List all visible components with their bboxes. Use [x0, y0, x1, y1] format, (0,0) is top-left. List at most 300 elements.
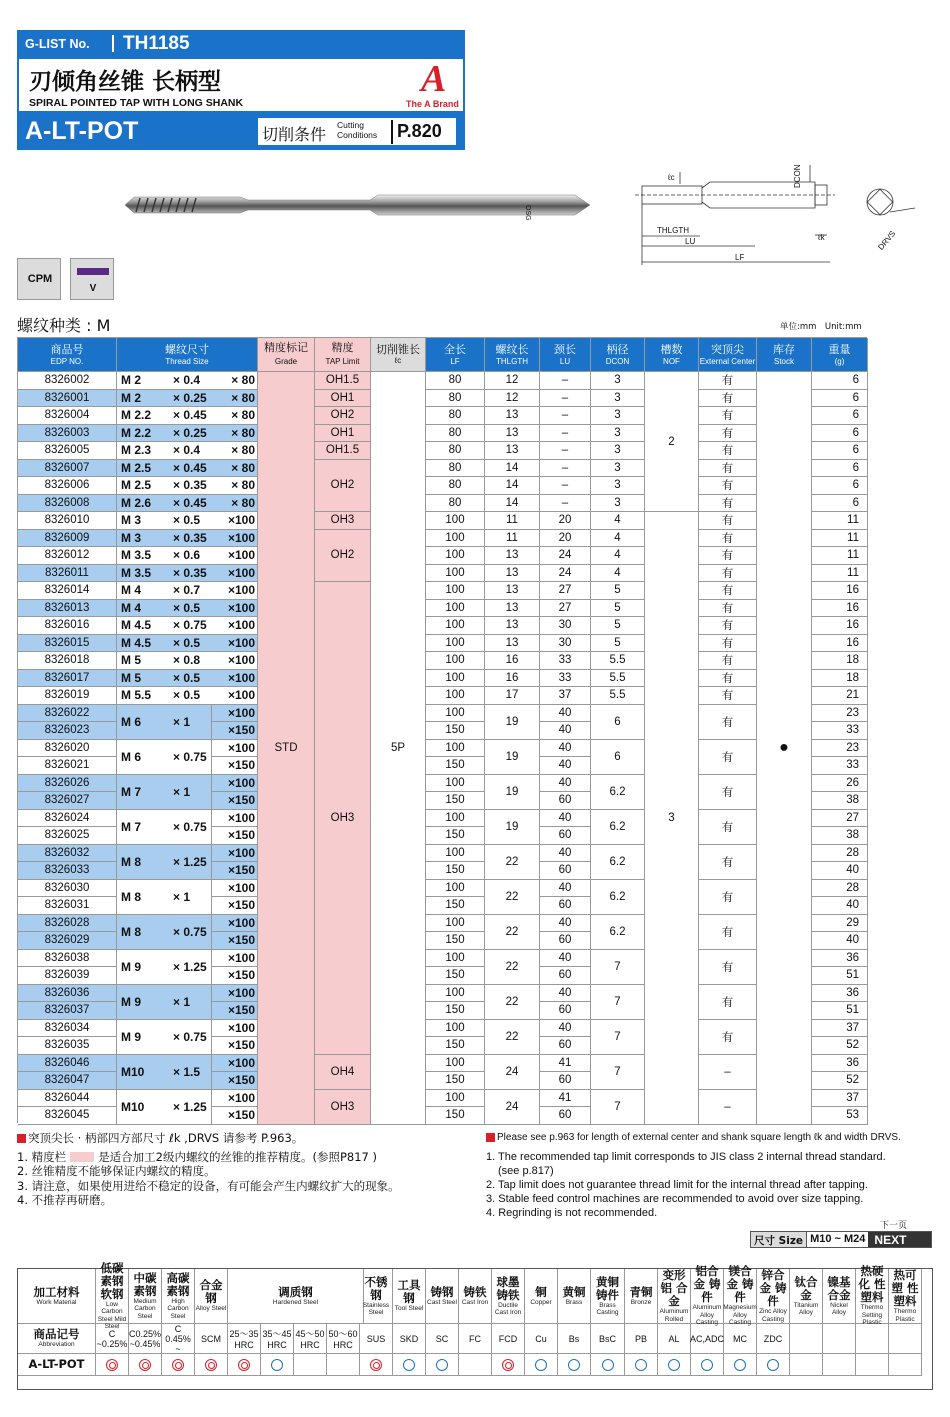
suitability-cell [691, 1354, 724, 1376]
col-header-cn: 颈长 [554, 343, 576, 356]
material-name-en: Medium Carbon Steel [133, 1297, 157, 1320]
material-abbr [327, 1324, 360, 1354]
thread-size-merged [117, 985, 212, 1020]
edp-number: 8326018 [18, 652, 117, 670]
note-en-2: 2. Tap limit does not guarantee thread limit for the internal thread after tapping. [486, 1179, 868, 1191]
tap-limit: OH2 [315, 460, 371, 513]
col-header-cn: 柄径 [606, 343, 629, 356]
label-lc: ℓc [668, 173, 675, 182]
shank-diameter: 5 [591, 635, 645, 653]
next-page-button[interactable] [750, 1231, 932, 1248]
overall-length-suffix: ×150 [212, 932, 258, 950]
thread-length: 19 [485, 705, 540, 740]
overall-length-suffix: ×100 [219, 600, 258, 618]
edp-number: 8326047 [18, 1072, 117, 1090]
weight: 52 [812, 1072, 868, 1090]
note-cn-2: 2. 丝锥精度不能够保证内螺纹的精度。 [17, 1164, 216, 1178]
thread-diameter: M 2.2 [117, 407, 169, 425]
overall-length: 80 [426, 460, 485, 478]
tap-limit: OH1 [315, 390, 371, 408]
material-abbr [96, 1324, 129, 1354]
shank-diameter: 5.5 [591, 687, 645, 705]
neck-length: – [540, 407, 591, 425]
edp-number: 8326013 [18, 600, 117, 618]
v-coating-badge: V [70, 258, 114, 300]
shank-diameter: 4 [591, 512, 645, 530]
overall-length-suffix: × 80 [219, 460, 258, 478]
note-cn-0: 突顶尖长 · 柄部四方部尺寸 ℓk ,DRVS 请参考 P.963。 [17, 1131, 477, 1146]
label-lk: ℓk [818, 233, 825, 242]
overall-length-suffix: ×100 [212, 880, 258, 898]
note-cn-1: 1. 精度栏 是适合加工2级内螺纹的丝锥的推荐精度。(参照P817 ) [17, 1149, 377, 1164]
material-name-en: Aluminum Rolled [659, 1308, 689, 1323]
col-header-en: External Center [699, 356, 756, 366]
note-en-0: Please see p.963 for length of external center and shank square length ℓk and width DRVS. [486, 1131, 936, 1145]
overall-length: 80 [426, 407, 485, 425]
thread-diameter: M 8 [121, 924, 142, 939]
material-abbr-text: SKD [399, 1333, 419, 1344]
edp-number: 8326031 [18, 897, 117, 915]
shank-diameter: 7 [591, 1020, 645, 1055]
col-header [540, 338, 591, 372]
edp-number: 8326020 [18, 740, 117, 758]
suitability-cell [294, 1354, 327, 1376]
edp-number: 8326022 [18, 705, 117, 723]
material-name [823, 1269, 856, 1324]
overall-length: 100 [426, 1055, 485, 1073]
thread-size-merged [117, 1020, 212, 1055]
shank-diameter: 3 [591, 407, 645, 425]
material-name-cn: 黄铜 铸件 [596, 1274, 619, 1302]
material-name-en: Low Carbon Steel Mild Steel [97, 1300, 127, 1330]
note-en-4: 4. Regrinding is not recommended. [486, 1207, 658, 1219]
material-name-en: Nickel Alloy [830, 1301, 848, 1316]
material-abbr-text: BsC [598, 1333, 616, 1344]
overall-length: 100 [426, 845, 485, 863]
weight: 52 [812, 1037, 868, 1055]
edp-number: 8326023 [18, 722, 117, 740]
shank-diameter: 4 [591, 565, 645, 583]
weight: 11 [812, 530, 868, 548]
material-name [558, 1269, 591, 1324]
col-header [315, 338, 371, 372]
shank-diameter: 5.5 [591, 652, 645, 670]
size-label: 尺寸 Size [751, 1232, 807, 1247]
tap-limit: OH2 [315, 407, 371, 425]
overall-length-suffix: ×150 [212, 792, 258, 810]
neck-length: 40 [540, 740, 591, 758]
overall-length-suffix: ×150 [212, 1002, 258, 1020]
neck-length: 60 [540, 1072, 591, 1090]
weight: 37 [812, 1090, 868, 1108]
overall-length: 100 [426, 687, 485, 705]
material-name [459, 1269, 492, 1324]
overall-length: 80 [426, 495, 485, 513]
label-dcon: DCON [793, 164, 802, 188]
col-header [485, 338, 540, 372]
overall-length: 150 [426, 1072, 485, 1090]
material-name-cn: 中碳素钢 [133, 1270, 157, 1298]
external-center: 有 [699, 600, 757, 618]
material-name-en: Brass [565, 1298, 583, 1306]
material-name [195, 1269, 228, 1324]
thread-diameter: M 5 [117, 652, 169, 670]
col-header-cn: 重量 [828, 343, 851, 356]
edp-number: 8326007 [18, 460, 117, 478]
suitability-cell [625, 1354, 658, 1376]
material-abbr [591, 1324, 625, 1354]
overall-length-suffix: × 80 [219, 442, 258, 460]
col-header-cn: 库存 [773, 343, 795, 356]
overall-length-suffix: ×150 [212, 1037, 258, 1055]
hardened-steel-en: Hardened Steel [272, 1298, 319, 1306]
overall-length: 150 [426, 967, 485, 985]
material-name [525, 1269, 558, 1324]
overall-length: 150 [426, 1037, 485, 1055]
neck-length: 27 [540, 582, 591, 600]
neck-length: 24 [540, 547, 591, 565]
thread-diameter: M 8 [121, 889, 142, 904]
material-name-cn: 镍基 合金 [827, 1274, 851, 1302]
neck-length: 60 [540, 967, 591, 985]
thread-pitch: × 1 [173, 994, 191, 1009]
thread-diameter: M 7 [121, 819, 142, 834]
overall-length-suffix: ×150 [212, 862, 258, 880]
external-center: 有 [699, 635, 757, 653]
external-center: 有 [699, 442, 757, 460]
size-range: M10 ~ M24 [807, 1232, 868, 1247]
thread-type: 螺纹种类 : M [17, 316, 111, 335]
weight: 40 [812, 897, 868, 915]
shank-diameter: 3 [591, 442, 645, 460]
col-header-en: DCON [605, 356, 630, 366]
edp-number: 8326009 [18, 530, 117, 548]
material-abbr [691, 1324, 724, 1354]
overall-length-suffix: ×100 [219, 617, 258, 635]
weight: 18 [812, 670, 868, 688]
glist-bar [17, 30, 465, 57]
overall-length: 150 [426, 1002, 485, 1020]
material-abbr [129, 1324, 162, 1354]
material-header-en: Work Material [36, 1298, 77, 1306]
material-name-en: Zinc Alloy Casting [759, 1308, 787, 1323]
col-header [645, 338, 699, 372]
double-circle-icon [370, 1359, 382, 1371]
weight: 11 [812, 512, 868, 530]
thread-diameter: M 5 [117, 670, 169, 688]
weight: 6 [812, 390, 868, 408]
overall-length-suffix: × 80 [219, 477, 258, 495]
note-en-1: 1. The recommended tap limit corresponds to JIS class 2 internal thread standard. (see p.817) [486, 1151, 886, 1177]
edp-number: 8326034 [18, 1020, 117, 1038]
weight: 28 [812, 880, 868, 898]
overall-length: 100 [426, 512, 485, 530]
overall-length: 100 [426, 740, 485, 758]
material-name-en: Tool Steel [394, 1305, 424, 1313]
suitability-cell [129, 1354, 162, 1376]
thread-diameter: M 2.3 [117, 442, 169, 460]
neck-length: 30 [540, 635, 591, 653]
material-abbr [790, 1324, 823, 1354]
material-abbr-text: Cu [535, 1333, 547, 1344]
thread-pitch: × 0.6 [169, 547, 219, 565]
neck-length: 40 [540, 775, 591, 793]
weight: 27 [812, 810, 868, 828]
material-name-cn: 黄铜 [562, 1284, 586, 1299]
neck-length: 20 [540, 530, 591, 548]
overall-length: 80 [426, 425, 485, 443]
overall-length: 150 [426, 757, 485, 775]
neck-length: 60 [540, 1037, 591, 1055]
material-abbr [658, 1324, 691, 1354]
overall-length-suffix: ×150 [212, 897, 258, 915]
thread-length: 11 [485, 530, 540, 548]
overall-length-suffix: ×100 [212, 1090, 258, 1108]
external-center: 有 [699, 845, 757, 880]
col-header [812, 338, 868, 372]
overall-length: 100 [426, 617, 485, 635]
overall-length: 100 [426, 915, 485, 933]
overall-length: 100 [426, 635, 485, 653]
material-name [889, 1269, 922, 1324]
material-abbr [525, 1324, 558, 1354]
neck-length: 60 [540, 827, 591, 845]
overall-length-suffix: ×150 [212, 757, 258, 775]
material-name-en: Aluminum Alloy Casting [692, 1304, 722, 1327]
material-name-cn: 镁合金 铸件 [726, 1264, 754, 1305]
material-name-cn: 低碳素钢 软钢 [100, 1260, 124, 1301]
edp-number: 8326011 [18, 565, 117, 583]
material-name-en: Cast Steel [427, 1298, 457, 1306]
overall-length: 100 [426, 1090, 485, 1108]
thread-length: 22 [485, 985, 540, 1020]
material-abbr-text: 45～50 HRC [295, 1329, 325, 1350]
overall-length-suffix: ×100 [219, 670, 258, 688]
material-name-cn: 青铜 [629, 1284, 653, 1299]
edp-number: 8326037 [18, 1002, 117, 1020]
external-center: – [699, 1055, 757, 1090]
weight: 21 [812, 687, 868, 705]
thread-diameter: M 4 [117, 600, 169, 618]
edp-number: 8326033 [18, 862, 117, 880]
suitability-cell [426, 1354, 459, 1376]
model-name: A-LT-POT [25, 117, 139, 145]
overall-length-suffix: ×100 [212, 810, 258, 828]
neck-length: 37 [540, 687, 591, 705]
thread-diameter: M 2.2 [117, 425, 169, 443]
overall-length-suffix: ×100 [219, 635, 258, 653]
overall-length-suffix: ×100 [212, 845, 258, 863]
thread-diameter: M 3.5 [117, 565, 169, 583]
double-circle-icon [139, 1359, 151, 1371]
suitability-cell [327, 1354, 360, 1376]
external-center: 有 [699, 582, 757, 600]
shank-diameter: 5.5 [591, 670, 645, 688]
overall-length-suffix: ×100 [212, 740, 258, 758]
thread-length: 19 [485, 740, 540, 775]
thread-length: 17 [485, 687, 540, 705]
weight: 40 [812, 862, 868, 880]
material-name-en: Bronze [630, 1298, 652, 1306]
thread-pitch: × 0.7 [169, 582, 219, 600]
overall-length-suffix: ×100 [219, 512, 258, 530]
thread-length: 16 [485, 652, 540, 670]
neck-length: 33 [540, 670, 591, 688]
neck-length: 40 [540, 705, 591, 723]
double-circle-icon [238, 1359, 250, 1371]
external-center: 有 [699, 425, 757, 443]
thread-length: 12 [485, 372, 540, 390]
material-name-en: Alloy Steel [195, 1305, 227, 1313]
cpm-badge: CPM [17, 258, 61, 300]
thread-size-merged [117, 705, 212, 740]
suitability-cell [492, 1354, 525, 1376]
thread-pitch: × 0.45 [169, 407, 219, 425]
neck-length: – [540, 425, 591, 443]
material-name [658, 1269, 691, 1324]
material-abbr-text: C ~0.25% [96, 1328, 128, 1349]
external-center: 有 [699, 495, 757, 513]
edp-number: 8326010 [18, 512, 117, 530]
suitability-cell [261, 1354, 294, 1376]
edp-number: 8326016 [18, 617, 117, 635]
suitability-cell [96, 1354, 129, 1376]
external-center: 有 [699, 512, 757, 530]
weight: 33 [812, 722, 868, 740]
thread-diameter: M 2.5 [117, 460, 169, 478]
dimension-drawing [630, 160, 920, 275]
suitability-cell [162, 1354, 195, 1376]
suitability-cell [393, 1354, 426, 1376]
material-abbr-text: FC [469, 1333, 481, 1344]
material-abbr-text: ZDC [763, 1333, 783, 1344]
tap-limit: OH1.5 [315, 442, 371, 460]
material-abbr-text: AL [668, 1333, 680, 1344]
overall-length: 100 [426, 810, 485, 828]
cutting-page: P.820 [397, 121, 442, 141]
thread-pitch: × 0.5 [169, 670, 219, 688]
material-abbr [625, 1324, 658, 1354]
material-abbr [195, 1324, 228, 1354]
thread-pitch: × 0.45 [169, 495, 219, 513]
weight: 6 [812, 495, 868, 513]
tap-limit: OH3 [315, 1090, 371, 1125]
material-name [691, 1264, 724, 1327]
col-header-cn: 商品号 [50, 343, 84, 356]
shank-diameter: 5 [591, 617, 645, 635]
material-name-cn: 热可塑 性塑料 [891, 1268, 919, 1308]
material-name-cn: 钛合金 [794, 1274, 818, 1302]
material-name-cn: 铝合金 铸件 [693, 1264, 721, 1305]
col-header-en: NOF [663, 356, 680, 366]
material-abbr [162, 1324, 195, 1354]
shank-diameter: 5 [591, 600, 645, 618]
col-header-en: Thread Size [165, 356, 209, 366]
overall-length-suffix: ×100 [212, 1055, 258, 1073]
material-abbr-text: SCM [201, 1333, 221, 1344]
thread-pitch: × 1.25 [173, 854, 207, 869]
thread-size-merged [117, 1090, 212, 1125]
suitability-cell [724, 1354, 757, 1376]
thread-size-merged [117, 915, 212, 950]
thread-diameter: M 4.5 [117, 635, 169, 653]
circle-icon [436, 1359, 448, 1371]
thread-pitch: × 1.25 [173, 1099, 207, 1114]
edp-number: 8326002 [18, 372, 117, 390]
overall-length-suffix: ×100 [219, 547, 258, 565]
overall-length: 150 [426, 827, 485, 845]
edp-number: 8326021 [18, 757, 117, 775]
external-center: 有 [699, 460, 757, 478]
overall-length-suffix: ×100 [212, 985, 258, 1003]
pink-square-icon [70, 1152, 94, 1162]
shank-diameter: 6.2 [591, 845, 645, 880]
thread-length: 13 [485, 582, 540, 600]
thread-length: 12 [485, 390, 540, 408]
shank-diameter: 3 [591, 477, 645, 495]
material-name-cn: 铜 [535, 1284, 547, 1299]
neck-length: 40 [540, 880, 591, 898]
overall-length-suffix: ×150 [212, 1107, 258, 1125]
col-header [258, 338, 315, 372]
thread-length: 13 [485, 617, 540, 635]
col-header-cn: 槽数 [660, 343, 683, 356]
product-table [17, 337, 867, 1123]
thread-diameter: M 6 [121, 714, 142, 729]
external-center: 有 [699, 530, 757, 548]
thread-diameter: M 3 [117, 512, 169, 530]
material-name [360, 1269, 393, 1324]
neck-length: 24 [540, 565, 591, 583]
shank-diameter: 6 [591, 740, 645, 775]
weight: 6 [812, 442, 868, 460]
suitability-cell [889, 1354, 922, 1376]
thread-pitch: × 0.5 [169, 687, 219, 705]
neck-length: – [540, 372, 591, 390]
col-header [426, 338, 485, 372]
col-header-cn: 精度标记 [264, 341, 308, 354]
overall-length-suffix: × 80 [219, 425, 258, 443]
shank-diameter: 6.2 [591, 775, 645, 810]
thread-pitch: × 0.75 [173, 819, 207, 834]
external-center: 有 [699, 810, 757, 845]
external-center: 有 [699, 617, 757, 635]
material-name-en: Titanium Alloy [793, 1301, 819, 1316]
material-name-en: High Carbon Steel [167, 1297, 189, 1320]
edp-number: 8326045 [18, 1107, 117, 1125]
material-abbr-text: SUS [366, 1333, 386, 1344]
suitability-cell [591, 1354, 625, 1376]
col-header-en: TAP Limit [325, 356, 360, 366]
label-drvs: DRVS [876, 229, 898, 252]
tap-limit: OH4 [315, 1055, 371, 1090]
weight: 16 [812, 582, 868, 600]
weight: 36 [812, 1055, 868, 1073]
shank-diameter: 4 [591, 547, 645, 565]
circle-icon [767, 1359, 779, 1371]
overall-length-suffix: ×100 [219, 652, 258, 670]
a-brand-logo-icon: A [421, 58, 447, 100]
col-header [371, 338, 426, 372]
tap-limit: OH3 [315, 582, 371, 1055]
shank-diameter: 6.2 [591, 880, 645, 915]
overall-length: 100 [426, 880, 485, 898]
chamfer-length: 5P [371, 372, 426, 1125]
overall-length-suffix: ×150 [212, 967, 258, 985]
thread-diameter: M 5.5 [117, 687, 169, 705]
cutting-conditions-link[interactable] [257, 117, 457, 146]
material-name-cn: 锌合金 铸件 [759, 1268, 787, 1308]
